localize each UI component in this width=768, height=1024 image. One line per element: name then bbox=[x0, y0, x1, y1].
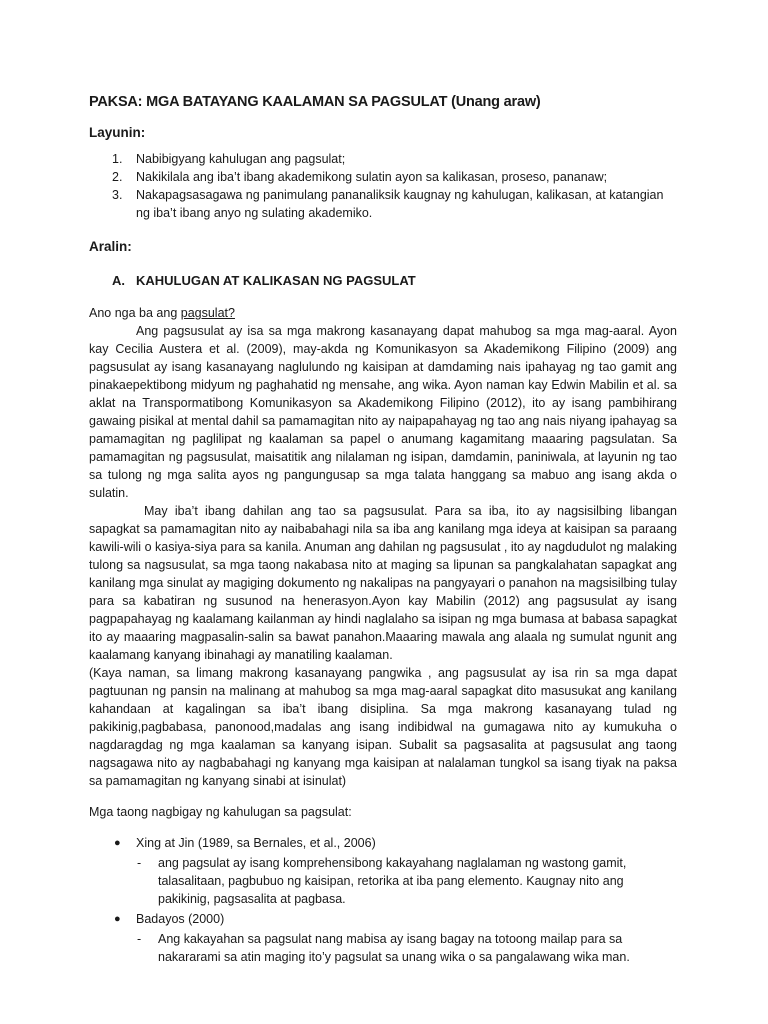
bullet-icon: ● bbox=[114, 913, 121, 925]
dash-icon: - bbox=[137, 856, 142, 870]
section-letter: A. bbox=[112, 273, 125, 288]
definition-text-row bbox=[89, 930, 677, 966]
definition-source: Badayos (2000) bbox=[136, 912, 225, 926]
objective-text: Nabibigyang kahulugan ang pagsulat; bbox=[136, 152, 346, 166]
objective-item bbox=[89, 186, 677, 222]
paragraph-1: Ang pagsusulat ay isa sa mga makrong kasanayang dapat mahubog sa mga mag-aaral. Ayon kay Cecilia Austera et al. (2009), may-akda ng Komunikasyon sa Akademikong Filipino (2009) ang pagsusulat ay isang kasanayang naglulundo ng kaisipan at damdaming nais ipahayag ng tao gamit ang pinakaepektibong midyum ng paghahatid ng mensahe, ang wika. Ayon naman kay Edwin Mabilin et al. sa aklat na Transpormatibong Komunikasyon sa Akademikong Filipino (2012), ito ay isang pambihirang gawaing pisikal at mental dahil sa pamamagitan nito ay naipapahayag ng tao ang nais niyang ipahayag sa pamamagitan ng paglilipat ng kaalaman sa papel o anumang kagamitang maaaring pagsulatan. Sa pamamagitan ng pagsusulat, maisatitik ang nilalaman ng isipan, damdamin, paniniwala, at layunin ng tao sa tulong ng mga salita ayos ng pangungusap sa mga talata hanggang sa mabuo ang isang akda o sulatin. bbox=[89, 324, 677, 500]
aralin-heading: Aralin: bbox=[89, 239, 132, 254]
objective-number: 3. bbox=[112, 188, 123, 202]
section-a-heading bbox=[89, 272, 677, 290]
objectives-list bbox=[89, 150, 677, 222]
definitions-heading: Mga taong nagbigay ng kahulugan sa pagsulat: bbox=[89, 805, 352, 819]
objective-number: 2. bbox=[112, 170, 123, 184]
definition-source-row bbox=[89, 910, 677, 928]
section-title: KAHULUGAN AT KALIKASAN NG PAGSULAT bbox=[136, 273, 416, 288]
definition-item bbox=[89, 910, 677, 966]
definition-source: Xing at Jin (1989, sa Bernales, et al., 2006) bbox=[136, 836, 376, 850]
objective-text: Nakikilala ang iba’t ibang akademikong sulatin ayon sa kalikasan, proseso, pananaw; bbox=[136, 170, 608, 184]
paragraph-3: (Kaya naman, sa limang makrong kasanayang pangwika , ang pagsusulat ay isa rin sa mga dapat pagtuunan ng pansin na malinang at mahubog sa mga mag-aaral sapagkat dito masusukat ang kanilang kahandaan at kagalingan sa iba’t ibang disiplina. Sa mga makrong kasanayang tulad ng pakikinig,pagbabasa, panonood,madalas ang isang indibidwal na gumagawa nito ay kumukuha o nagdaragdag ng mga kaalaman sa kanyang isipan. Subalit sa pagsasalita at pagsusulat ang taong nagsagawa nito ay nagbabahagi ng kanyang mga kaisipan at nalalaman tungkol sa isang tiyak na paksa sa pamamagitan ng kanyang sinabi at isinulat) bbox=[89, 666, 677, 788]
question-prefix: Ano nga ba ang bbox=[89, 306, 181, 320]
objective-text: Nakapagsasagawa ng panimulang pananaliksik kaugnay ng kahulugan, kalikasan, at katangian ng iba’t ibang anyo ng sulating akademiko. bbox=[136, 188, 664, 220]
definitions-list bbox=[89, 834, 677, 966]
guide-question bbox=[89, 304, 677, 322]
definition-item bbox=[89, 834, 677, 908]
paragraph-2: May iba’t ibang dahilan ang tao sa pagsusulat. Para sa iba, ito ay nagsisilbing libangan sapagkat sa pamamagitan nito ay naibabahagi nila sa iba ang kanilang mga ideya at kaisipan sa paraang kawili-wili o kasiya-siya para sa kanila. Anuman ang dahilan ng pagsusulat , ito ay nagdudulot ng malaking tulong sa nagsusulat, sa mga taong nakabasa nito at maging sa lipunan sa pangkalahatan sapagkat ang kanilang mga sinulat ay magiging dokumento ng nakalipas na pangyayari o panahon na magsisilbing tulay para sa kabatiran ng susunod na henerasyon.Ayon kay Mabilin (2012) ang pagsusulat ay isang pagpapahayag ng kaalamang kailanman ay hindi naglalaho sa isipan ng mga bumasa at babasa sapagkat ito ay maaaring magpasalin-salin sa bawat panahon.Maaaring mawala ang alaala ng sumulat ngunit ang kaalamang kanyang ibinahagi ay manatiling kaalaman. bbox=[89, 504, 677, 662]
bullet-icon: ● bbox=[114, 837, 121, 849]
definition-source-row bbox=[89, 834, 677, 852]
document-title: PAKSA: MGA BATAYANG KAALAMAN SA PAGSULAT (Unang araw) bbox=[89, 94, 541, 110]
layunin-heading: Layunin: bbox=[89, 125, 146, 140]
definition-text: Ang kakayahan sa pagsulat nang mabisa ay isang bagay na totoong mailap para sa nakararami sa atin maging ito’y pagsulat sa unang wika o sa pangalawang wika man. bbox=[158, 932, 630, 964]
question-keyword: pagsulat? bbox=[180, 306, 235, 320]
objective-item bbox=[89, 150, 677, 168]
objective-item bbox=[89, 168, 677, 186]
document-page bbox=[89, 92, 677, 966]
definition-text-row bbox=[89, 854, 677, 908]
objective-number: 1. bbox=[112, 152, 123, 166]
dash-icon: - bbox=[137, 932, 142, 946]
definition-text: ang pagsulat ay isang komprehensibong kakayahang naglalaman ng wastong gamit, talasalitaan, pagbubuo ng kaisipan, retorika at iba pang elemento. Kaugnay nito ang pakikinig, pagsasalita at pagbasa. bbox=[158, 856, 627, 906]
